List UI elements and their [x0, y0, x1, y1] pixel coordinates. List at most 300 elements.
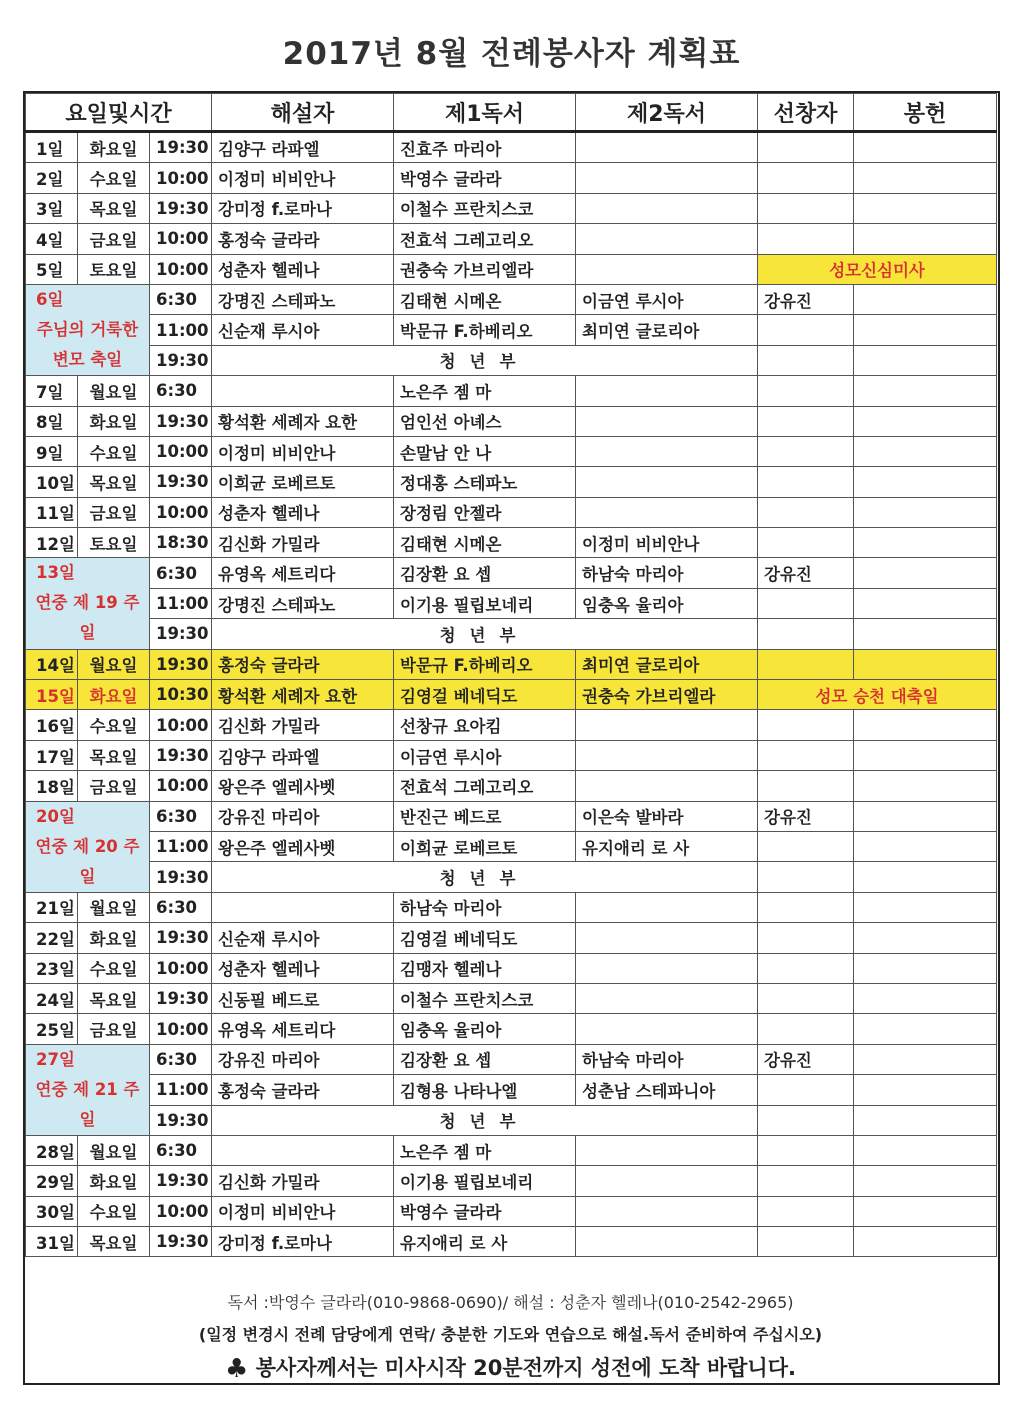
reader2-cell: [576, 467, 758, 497]
offertory-cell: [854, 558, 997, 588]
commentator-cell: 강미정 f.로마나: [212, 1227, 394, 1257]
cantor-cell: [758, 862, 854, 892]
reader1-cell: 이철수 프란치스코: [394, 983, 576, 1013]
reader1-cell: 손말남 안 나: [394, 436, 576, 466]
reader2-cell: [576, 923, 758, 953]
offertory-cell: [854, 1105, 997, 1135]
cantor-cell: [758, 953, 854, 983]
time-cell: 6:30: [150, 1044, 212, 1074]
contact-note: 독서 :박영수 글라라(010-9868-0690)/ 해설 : 성춘자 헬레나(010-2542-2965): [227, 1293, 794, 1312]
cantor-cell: [758, 892, 854, 922]
reader1-cell: 김형용 나타나엘: [394, 1075, 576, 1105]
table-row: [26, 710, 997, 740]
cantor-cell: [758, 528, 854, 558]
reader2-cell: 최미연 글로리아: [576, 315, 758, 345]
reader1-cell: 전효석 그레고리오: [394, 224, 576, 254]
reader2-cell: 권충숙 가브리엘라: [576, 680, 758, 710]
offertory-cell: [854, 284, 997, 314]
offertory-cell: [854, 193, 997, 223]
cantor-cell: [758, 1166, 854, 1196]
club-icon: ♣: [225, 1354, 249, 1384]
sunday-label: [26, 284, 150, 375]
commentator-cell: 이정미 비비안나: [212, 163, 394, 193]
offertory-cell: [854, 588, 997, 618]
reader2-cell: 이정미 비비안나: [576, 528, 758, 558]
commentator-cell: [212, 376, 394, 406]
table-row: [26, 406, 997, 436]
reader1-cell: 진효주 마리아: [394, 132, 576, 163]
commentator-cell: [212, 1135, 394, 1165]
commentator-cell: 강미정 f.로마나: [212, 193, 394, 223]
time-cell: 10:00: [150, 771, 212, 801]
commentator-cell: 황석환 세례자 요한: [212, 680, 394, 710]
offertory-cell: [854, 436, 997, 466]
reader1-cell: 김태현 시메온: [394, 284, 576, 314]
time-cell: 19:30: [150, 983, 212, 1013]
reader2-cell: [576, 132, 758, 163]
cantor-cell: [758, 467, 854, 497]
commentator-cell: 강명진 스테파노: [212, 588, 394, 618]
weekday-cell: 토요일: [78, 528, 150, 558]
sunday-date: 27일: [36, 1049, 75, 1069]
reader1-cell: 이기용 필립보네리: [394, 588, 576, 618]
offertory-cell: [854, 1196, 997, 1226]
cantor-cell: [758, 406, 854, 436]
reader1-cell: 유지애리 로 사: [394, 1227, 576, 1257]
offertory-cell: [854, 1014, 997, 1044]
header-cantor: 선창자: [758, 94, 854, 132]
table-row: [26, 983, 997, 1013]
footer-notes: [25, 1290, 996, 1384]
table-row: [26, 497, 997, 527]
cantor-cell: [758, 983, 854, 1013]
reader2-cell: [576, 1227, 758, 1257]
weekday-cell: 수요일: [78, 436, 150, 466]
header-commentator: 해설자: [212, 94, 394, 132]
day-cell: 3일: [26, 193, 78, 223]
reader1-cell: 박영수 글라라: [394, 163, 576, 193]
cantor-cell: [758, 1227, 854, 1257]
time-cell: 18:30: [150, 528, 212, 558]
table-row: [26, 528, 997, 558]
weekday-cell: 화요일: [78, 1166, 150, 1196]
weekday-cell: 목요일: [78, 193, 150, 223]
table-row: [26, 345, 997, 375]
reader2-cell: [576, 771, 758, 801]
day-cell: 5일: [26, 254, 78, 284]
cantor-cell: 강유진: [758, 801, 854, 831]
weekday-cell: 화요일: [78, 923, 150, 953]
commentator-cell: 이정미 비비안나: [212, 436, 394, 466]
day-cell: 29일: [26, 1166, 78, 1196]
reader1-cell: 엄인선 아녜스: [394, 406, 576, 436]
table-row: [26, 649, 997, 679]
reader2-cell: 이금연 루시아: [576, 284, 758, 314]
table-row: [26, 680, 997, 710]
weekday-cell: 목요일: [78, 467, 150, 497]
offertory-cell: [854, 406, 997, 436]
day-cell: 16일: [26, 710, 78, 740]
header-reader2: 제2독서: [576, 94, 758, 132]
cantor-cell: [758, 588, 854, 618]
sunday-date: 6일: [36, 289, 64, 309]
weekday-cell: 화요일: [78, 406, 150, 436]
table-row: [26, 892, 997, 922]
time-cell: 10:00: [150, 497, 212, 527]
time-cell: 19:30: [150, 345, 212, 375]
day-cell: 2일: [26, 163, 78, 193]
cantor-cell: [758, 1014, 854, 1044]
table-row: [26, 436, 997, 466]
time-cell: 19:30: [150, 923, 212, 953]
time-cell: 19:30: [150, 619, 212, 649]
commentator-cell: 신순재 루시아: [212, 923, 394, 953]
youth-group-cell: 청년부: [212, 345, 758, 375]
time-cell: 6:30: [150, 376, 212, 406]
offertory-cell: [854, 1135, 997, 1165]
offertory-cell: [854, 1166, 997, 1196]
table-row: [26, 254, 997, 284]
day-cell: 1일: [26, 132, 78, 163]
reader1-cell: 반진근 베드로: [394, 801, 576, 831]
info-note: (일정 변경시 전례 담당에게 연락/ 충분한 기도와 연습으로 해설.독서 준비하여 주십시오): [198, 1325, 823, 1344]
cantor-cell: [758, 376, 854, 406]
weekday-cell: 화요일: [78, 132, 150, 163]
reader1-cell: 하남숙 마리아: [394, 892, 576, 922]
table-row: [26, 1075, 997, 1105]
commentator-cell: 강유진 마리아: [212, 801, 394, 831]
reader2-cell: [576, 406, 758, 436]
table-row: [26, 467, 997, 497]
commentator-cell: 이희균 로베르토: [212, 467, 394, 497]
weekday-cell: 금요일: [78, 497, 150, 527]
weekday-cell: 목요일: [78, 1227, 150, 1257]
offertory-cell: [854, 801, 997, 831]
reader2-cell: [576, 892, 758, 922]
commentator-cell: 김양구 라파엘: [212, 132, 394, 163]
header-day-time: 요일및시간: [26, 94, 212, 132]
cantor-cell: [758, 831, 854, 861]
weekday-cell: 금요일: [78, 771, 150, 801]
commentator-cell: 강유진 마리아: [212, 1044, 394, 1074]
reader1-cell: 이기용 필립보네리: [394, 1166, 576, 1196]
commentator-cell: 홍정숙 글라라: [212, 649, 394, 679]
reader1-cell: 박문규 F.하베리오: [394, 649, 576, 679]
youth-group-cell: 청년부: [212, 619, 758, 649]
day-cell: 30일: [26, 1196, 78, 1226]
commentator-cell: 김신화 가밀라: [212, 528, 394, 558]
reader1-cell: 김맹자 헬레나: [394, 953, 576, 983]
offertory-cell: [854, 497, 997, 527]
cantor-cell: [758, 923, 854, 953]
reader1-cell: 장정림 안젤라: [394, 497, 576, 527]
commentator-cell: 김신화 가밀라: [212, 1166, 394, 1196]
cantor-cell: 강유진: [758, 1044, 854, 1074]
reader1-cell: 김태현 시메온: [394, 528, 576, 558]
reader2-cell: 임충옥 율리아: [576, 588, 758, 618]
time-cell: 19:30: [150, 862, 212, 892]
reader1-cell: 전효석 그레고리오: [394, 771, 576, 801]
sunday-name: 주님의 거룩한 변모 축일: [36, 319, 139, 369]
commentator-cell: 홍정숙 글라라: [212, 1075, 394, 1105]
time-cell: 11:00: [150, 588, 212, 618]
table-row: [26, 193, 997, 223]
weekday-cell: 목요일: [78, 983, 150, 1013]
sunday-label: [26, 1044, 150, 1135]
table-row: [26, 1227, 997, 1257]
commentator-cell: 왕은주 엘레사벳: [212, 771, 394, 801]
sunday-date: 20일: [36, 806, 75, 826]
schedule-table: [25, 93, 997, 1257]
offertory-cell: [854, 376, 997, 406]
day-cell: 18일: [26, 771, 78, 801]
table-row: [26, 588, 997, 618]
commentator-cell: 김양구 라파엘: [212, 740, 394, 770]
offertory-cell: [854, 163, 997, 193]
reader1-cell: 김장환 요 셉: [394, 558, 576, 588]
table-row: [26, 1196, 997, 1226]
time-cell: 6:30: [150, 801, 212, 831]
offertory-cell: [854, 619, 997, 649]
reader1-cell: 김장환 요 셉: [394, 1044, 576, 1074]
day-cell: 11일: [26, 497, 78, 527]
weekday-cell: 금요일: [78, 224, 150, 254]
cantor-cell: [758, 649, 854, 679]
time-cell: 10:00: [150, 254, 212, 284]
time-cell: 19:30: [150, 406, 212, 436]
table-row: [26, 558, 997, 588]
time-cell: 11:00: [150, 1075, 212, 1105]
time-cell: 19:30: [150, 1166, 212, 1196]
day-cell: 28일: [26, 1135, 78, 1165]
day-cell: 31일: [26, 1227, 78, 1257]
time-cell: 11:00: [150, 831, 212, 861]
sunday-name: 연중 제 21 주일: [35, 1079, 140, 1129]
day-cell: 25일: [26, 1014, 78, 1044]
reader2-cell: [576, 1135, 758, 1165]
time-cell: 11:00: [150, 315, 212, 345]
time-cell: 19:30: [150, 467, 212, 497]
reader1-cell: 권충숙 가브리엘라: [394, 254, 576, 284]
day-cell: 8일: [26, 406, 78, 436]
table-row: [26, 771, 997, 801]
time-cell: 19:30: [150, 1227, 212, 1257]
offertory-cell: [854, 345, 997, 375]
reader1-cell: 박문규 F.하베리오: [394, 315, 576, 345]
weekday-cell: 화요일: [78, 680, 150, 710]
offertory-cell: [854, 528, 997, 558]
offertory-cell: [854, 467, 997, 497]
day-cell: 22일: [26, 923, 78, 953]
cantor-cell: [758, 771, 854, 801]
time-cell: 10:00: [150, 163, 212, 193]
table-row: [26, 376, 997, 406]
header-reader1: 제1독서: [394, 94, 576, 132]
sunday-name: 연중 제 20 주일: [35, 836, 140, 886]
commentator-cell: 유영옥 세트리다: [212, 558, 394, 588]
weekday-cell: 목요일: [78, 740, 150, 770]
sunday-label: [26, 801, 150, 892]
offertory-cell: [854, 1075, 997, 1105]
time-cell: 6:30: [150, 1135, 212, 1165]
day-cell: 17일: [26, 740, 78, 770]
weekday-cell: 수요일: [78, 1196, 150, 1226]
weekday-cell: 수요일: [78, 163, 150, 193]
day-cell: 21일: [26, 892, 78, 922]
weekday-cell: 월요일: [78, 649, 150, 679]
time-cell: 10:00: [150, 224, 212, 254]
table-row: [26, 224, 997, 254]
table-row: [26, 1014, 997, 1044]
cantor-cell: [758, 1075, 854, 1105]
reader2-cell: 하남숙 마리아: [576, 558, 758, 588]
weekday-cell: 토요일: [78, 254, 150, 284]
reader1-cell: 김영걸 베네딕도: [394, 680, 576, 710]
cantor-cell: [758, 619, 854, 649]
reader1-cell: 노은주 젬 마: [394, 376, 576, 406]
time-cell: 19:30: [150, 132, 212, 163]
offertory-cell: [854, 923, 997, 953]
cantor-cell: [758, 436, 854, 466]
commentator-cell: 성춘자 헬레나: [212, 497, 394, 527]
arrival-text: 봉사자께서는 미사시작 20분전까지 성전에 도착 바랍니다.: [255, 1356, 796, 1380]
reader2-cell: 유지애리 로 사: [576, 831, 758, 861]
reader1-cell: 이철수 프란치스코: [394, 193, 576, 223]
offertory-cell: [854, 132, 997, 163]
reader2-cell: [576, 193, 758, 223]
day-cell: 10일: [26, 467, 78, 497]
reader2-cell: 성춘남 스테파니아: [576, 1075, 758, 1105]
cantor-cell: [758, 710, 854, 740]
reader2-cell: [576, 436, 758, 466]
commentator-cell: 유영옥 세트리다: [212, 1014, 394, 1044]
day-cell: 9일: [26, 436, 78, 466]
cantor-cell: [758, 315, 854, 345]
day-cell: 15일: [26, 680, 78, 710]
offertory-cell: [854, 1044, 997, 1074]
day-cell: 4일: [26, 224, 78, 254]
reader2-cell: 최미연 글로리아: [576, 649, 758, 679]
offertory-cell: [854, 771, 997, 801]
event-cell: 성모 승천 대축일: [758, 680, 997, 710]
commentator-cell: 홍정숙 글라라: [212, 224, 394, 254]
youth-group-cell: 청년부: [212, 862, 758, 892]
time-cell: 10:00: [150, 436, 212, 466]
youth-group-cell: 청년부: [212, 1105, 758, 1135]
reader1-cell: 노은주 젬 마: [394, 1135, 576, 1165]
day-cell: 24일: [26, 983, 78, 1013]
table-row: [26, 284, 997, 314]
sunday-name: 연중 제 19 주일: [35, 593, 140, 643]
table-row: [26, 740, 997, 770]
offertory-cell: [854, 862, 997, 892]
offertory-cell: [854, 831, 997, 861]
time-cell: 6:30: [150, 284, 212, 314]
reader2-cell: [576, 254, 758, 284]
reader2-cell: [576, 710, 758, 740]
offertory-cell: [854, 315, 997, 345]
cantor-cell: [758, 163, 854, 193]
commentator-cell: 신동필 베드로: [212, 983, 394, 1013]
time-cell: 19:30: [150, 649, 212, 679]
cantor-cell: [758, 1105, 854, 1135]
offertory-cell: [854, 1227, 997, 1257]
reader1-cell: 이희균 로베르토: [394, 831, 576, 861]
cantor-cell: [758, 1196, 854, 1226]
table-row: [26, 619, 997, 649]
offertory-cell: [854, 649, 997, 679]
schedule-body: [26, 132, 997, 1257]
day-cell: 23일: [26, 953, 78, 983]
time-cell: 6:30: [150, 558, 212, 588]
reader1-cell: 선창규 요아킴: [394, 710, 576, 740]
cantor-cell: [758, 193, 854, 223]
time-cell: 10:00: [150, 1196, 212, 1226]
time-cell: 19:30: [150, 1105, 212, 1135]
reader2-cell: [576, 740, 758, 770]
time-cell: 19:30: [150, 193, 212, 223]
table-row: [26, 315, 997, 345]
table-row: [26, 831, 997, 861]
offertory-cell: [854, 224, 997, 254]
table-row: [26, 862, 997, 892]
cantor-cell: [758, 224, 854, 254]
commentator-cell: 김신화 가밀라: [212, 710, 394, 740]
commentator-cell: 황석환 세례자 요한: [212, 406, 394, 436]
reader1-cell: 김영걸 베네딕도: [394, 923, 576, 953]
commentator-cell: [212, 892, 394, 922]
table-row: [26, 953, 997, 983]
reader1-cell: 정대홍 스테파노: [394, 467, 576, 497]
commentator-cell: 신순재 루시아: [212, 315, 394, 345]
day-cell: 14일: [26, 649, 78, 679]
reader2-cell: [576, 1166, 758, 1196]
table-row: [26, 1044, 997, 1074]
weekday-cell: 수요일: [78, 710, 150, 740]
commentator-cell: 성춘자 헬레나: [212, 254, 394, 284]
cantor-cell: [758, 1135, 854, 1165]
table-row: [26, 801, 997, 831]
table-row: [26, 1166, 997, 1196]
cantor-cell: 강유진: [758, 284, 854, 314]
weekday-cell: 월요일: [78, 1135, 150, 1165]
commentator-cell: 왕은주 엘레사벳: [212, 831, 394, 861]
time-cell: 10:30: [150, 680, 212, 710]
commentator-cell: 성춘자 헬레나: [212, 953, 394, 983]
page-title: 2017년 8월 전례봉사자 계획표: [282, 36, 741, 72]
reader2-cell: 하남숙 마리아: [576, 1044, 758, 1074]
commentator-cell: 이정미 비비안나: [212, 1196, 394, 1226]
reader1-cell: 이금연 루시아: [394, 740, 576, 770]
weekday-cell: 수요일: [78, 953, 150, 983]
weekday-cell: 월요일: [78, 376, 150, 406]
reader2-cell: [576, 376, 758, 406]
table-row: [26, 1105, 997, 1135]
offertory-cell: [854, 740, 997, 770]
reader2-cell: [576, 953, 758, 983]
time-cell: 10:00: [150, 953, 212, 983]
reader2-cell: [576, 1196, 758, 1226]
table-row: [26, 923, 997, 953]
cantor-cell: 강유진: [758, 558, 854, 588]
time-cell: 6:30: [150, 892, 212, 922]
table-row: [26, 1135, 997, 1165]
reader1-cell: 임충옥 율리아: [394, 1014, 576, 1044]
offertory-cell: [854, 983, 997, 1013]
commentator-cell: 강명진 스테파노: [212, 284, 394, 314]
time-cell: 10:00: [150, 1014, 212, 1044]
weekday-cell: 금요일: [78, 1014, 150, 1044]
